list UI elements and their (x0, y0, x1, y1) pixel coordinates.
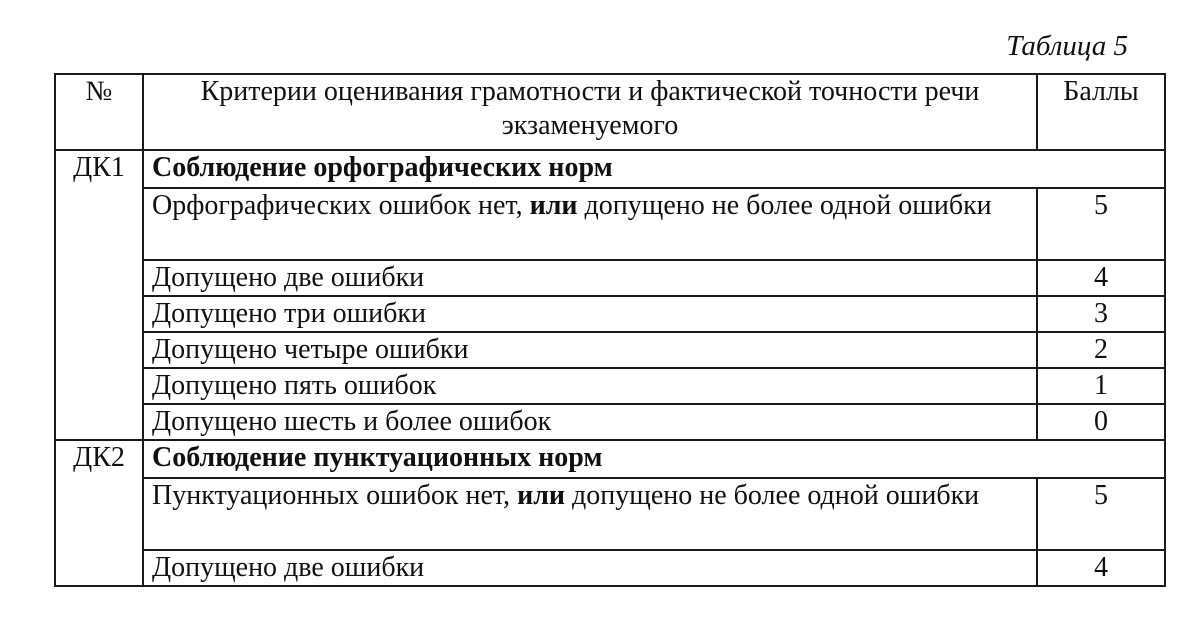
table-row (55, 368, 1165, 404)
table-header-row (55, 74, 1165, 150)
criterion-cell: Допущено пять ошибок (143, 368, 1037, 404)
header-score: Баллы (1037, 74, 1165, 150)
table-row (55, 188, 1165, 260)
criterion-cell: Допущено четыре ошибки (143, 332, 1037, 368)
emphasis-or: или (517, 480, 566, 511)
score-cell: 4 (1037, 260, 1165, 296)
emphasis-or: или (529, 190, 578, 221)
criterion-cell: Допущено три ошибки (143, 296, 1037, 332)
score-cell: 3 (1037, 296, 1165, 332)
score-cell: 2 (1037, 332, 1165, 368)
grading-criteria-table (54, 73, 1166, 587)
group-title: Соблюдение орфографических норм (143, 150, 1165, 188)
criterion-cell: Допущено шесть и более ошибок (143, 404, 1037, 440)
table-caption: Таблица 5 (1006, 30, 1128, 62)
group-code: ДК1 (55, 150, 143, 440)
header-number: № (55, 74, 143, 150)
table-row (55, 550, 1165, 586)
score-cell: 5 (1037, 478, 1165, 550)
score-cell: 0 (1037, 404, 1165, 440)
group-title: Соблюдение пунктуационных норм (143, 440, 1165, 478)
table-row (55, 260, 1165, 296)
table-row (55, 404, 1165, 440)
table-row (55, 332, 1165, 368)
score-cell: 4 (1037, 550, 1165, 586)
score-cell: 5 (1037, 188, 1165, 260)
group-row-dk2 (55, 440, 1165, 478)
table-row (55, 296, 1165, 332)
criterion-cell: Пунктуационных ошибок нет, или допущено не более одной ошибки (143, 478, 1037, 550)
group-code: ДК2 (55, 440, 143, 586)
score-cell: 1 (1037, 368, 1165, 404)
table-row (55, 478, 1165, 550)
criterion-cell: Допущено две ошибки (143, 550, 1037, 586)
group-row-dk1 (55, 150, 1165, 188)
criterion-cell: Допущено две ошибки (143, 260, 1037, 296)
criterion-cell: Орфографических ошибок нет, или допущено не более одной ошибки (143, 188, 1037, 260)
header-criteria: Критерии оценивания грамотности и фактической точности речи экзаменуемого (143, 74, 1037, 150)
